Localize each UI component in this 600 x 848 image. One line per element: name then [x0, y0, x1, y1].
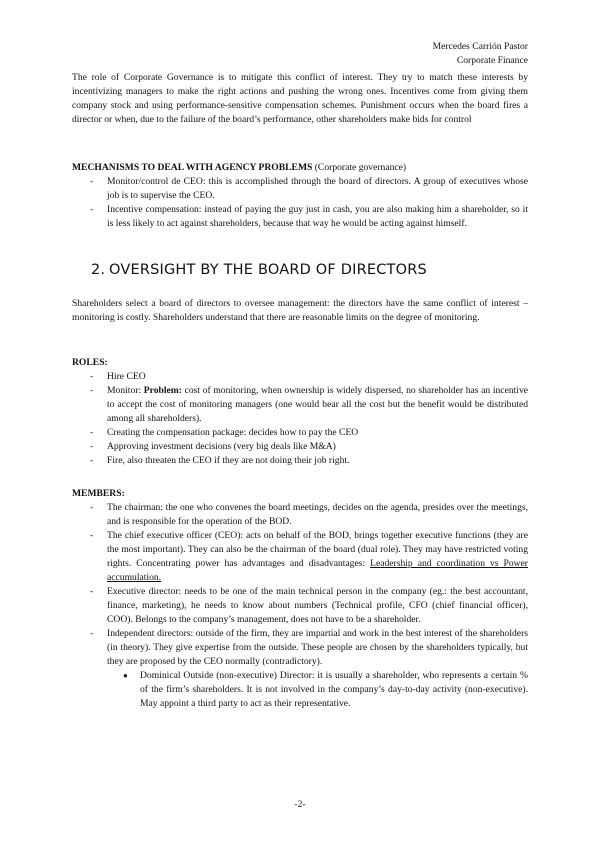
dash-marker: -: [90, 530, 94, 541]
intro-section: [72, 71, 528, 127]
dash-marker: -: [90, 441, 94, 452]
intro-paragraph: The role of Corporate Governance is to mitigate this conflict of interest. They try to match these interests by incentivizing managers to make the right actions and pushing the wrong ones. Incentives come from giving them company stock and using performance-sensitive compensation schemes. Punishment occurs when the board fires a director or when, due to the failure of the board’s performance, other shareholders make bids for control: [72, 72, 528, 125]
page-number: -2-: [294, 799, 306, 810]
list-item: [72, 384, 528, 426]
list-item: [72, 440, 528, 454]
roles-list: [72, 370, 528, 468]
sub-list-item-text: Dominical Outside (non-executive) Director: it is usually a shareholder, who represents a certain % of the firm’s shareholders. It is not involved in the company’s day-to-day activity (non-executive). May appoint a third party to act as their representative.: [140, 670, 528, 709]
header-subject: Corporate Finance: [456, 55, 528, 66]
list-item-text: Monitor/control de CEO: this is accomplished through the board of directors. A group of executives whose job is to supervise the CEO.: [107, 176, 528, 201]
mechanisms-heading-line: [72, 161, 528, 175]
dash-marker: -: [90, 385, 94, 396]
dash-marker: -: [90, 455, 94, 466]
problem-label: Problem:: [143, 385, 182, 396]
list-item-text: Incentive compensation: instead of paying the guy just in cash, you are also making him a shareholder, so it is less likely to act against shareholders, because that way he would be acting against himself.: [107, 204, 528, 229]
roles-heading: ROLES:: [72, 357, 108, 368]
header-author: Mercedes Carrión Pastor: [432, 41, 528, 52]
mechanisms-section: [72, 161, 528, 231]
section-2-intro: [72, 297, 528, 325]
dash-marker: -: [90, 628, 94, 639]
list-item-text: The chairman: the one who convenes the board meetings, decides on the agenda, presides over the meetings, and is responsible for the operation of the BOD.: [107, 502, 528, 527]
independent-directors-sublist: [72, 669, 528, 711]
list-item: [72, 370, 528, 384]
list-item-text: Approving investment decisions (very big deals like M&A): [107, 441, 336, 452]
list-item-text: Executive director: needs to be one of the main technical person in the company (eg.: the best accountant, finance, marketing), he needs to know about numbers (Technical profile, CFO (chief financial officer), COO). Belongs to the company’s management, does not have to be a shareholder.: [107, 586, 528, 625]
section-title: [72, 263, 528, 277]
members-heading: MEMBERS:: [72, 488, 125, 499]
list-item-text: Fire, also threaten the CEO if they are not doing their job right.: [107, 455, 350, 466]
roles-section: [72, 356, 528, 468]
list-item: [72, 585, 528, 627]
list-item-text: cost of monitoring, when ownership is widely dispersed, no shareholder has an incentive to accept the cost of monitoring managers (one would bear all the cost but the benefit would be distributed among all shareholders).: [107, 385, 529, 424]
dash-marker: -: [90, 427, 94, 438]
mechanisms-heading: MECHANISMS TO DEAL WITH AGENCY PROBLEMS: [72, 162, 313, 173]
section-2-paragraph: Shareholders select a board of directors to oversee management: the directors have the same conflict of interest – monitoring is costly. Shareholders understand that there are reasonable limits on the degree of monitoring.: [72, 298, 528, 323]
list-item: [72, 501, 528, 529]
sub-list-item: [72, 669, 528, 711]
list-item-text: Monitor:: [107, 385, 144, 396]
underlined-text: Leadership and coordination vs Power accumulation.: [107, 558, 528, 583]
mechanisms-list: [72, 175, 528, 231]
page-header: [433, 40, 528, 68]
list-item-text: Creating the compensation package: decides how to pay the CEO: [107, 427, 359, 438]
dash-marker: -: [90, 586, 94, 597]
dash-marker: -: [90, 371, 94, 382]
dash-marker: -: [90, 204, 94, 215]
section-title-text: OVERSIGHT BY THE BOARD OF DIRECTORS: [109, 262, 427, 278]
section-2-heading: [72, 263, 528, 277]
dash-marker: -: [90, 176, 94, 187]
list-item-text: Independent directors: outside of the firm, they are impartial and work in the best interest of the shareholders (in theory). They give expertise from the outside. These people are chosen by the shareholders typically, but they are proposed by the CEO normally (contradictory).: [107, 628, 528, 667]
members-list: [72, 501, 528, 711]
list-item: [72, 203, 528, 231]
members-section: [72, 487, 528, 711]
list-item-text: The chief executive officer (CEO): acts on behalf of the BOD, brings together executive functions (they are the most important). They can also be the chairman of the board (dual role). They may have restricted voting rights. Concentrating power has advantages and disadvantages:: [107, 530, 528, 569]
list-item-text: Hire CEO: [107, 371, 146, 382]
list-item: [72, 175, 528, 203]
list-item: [72, 627, 528, 711]
list-item: [72, 529, 528, 585]
mechanisms-heading-note: (Corporate governance): [312, 162, 407, 173]
section-number: 2.: [91, 262, 106, 278]
bullet-icon: ●: [123, 671, 128, 680]
page-footer: [0, 798, 600, 812]
list-item: [72, 454, 528, 468]
dash-marker: -: [90, 502, 94, 513]
list-item: [72, 426, 528, 440]
